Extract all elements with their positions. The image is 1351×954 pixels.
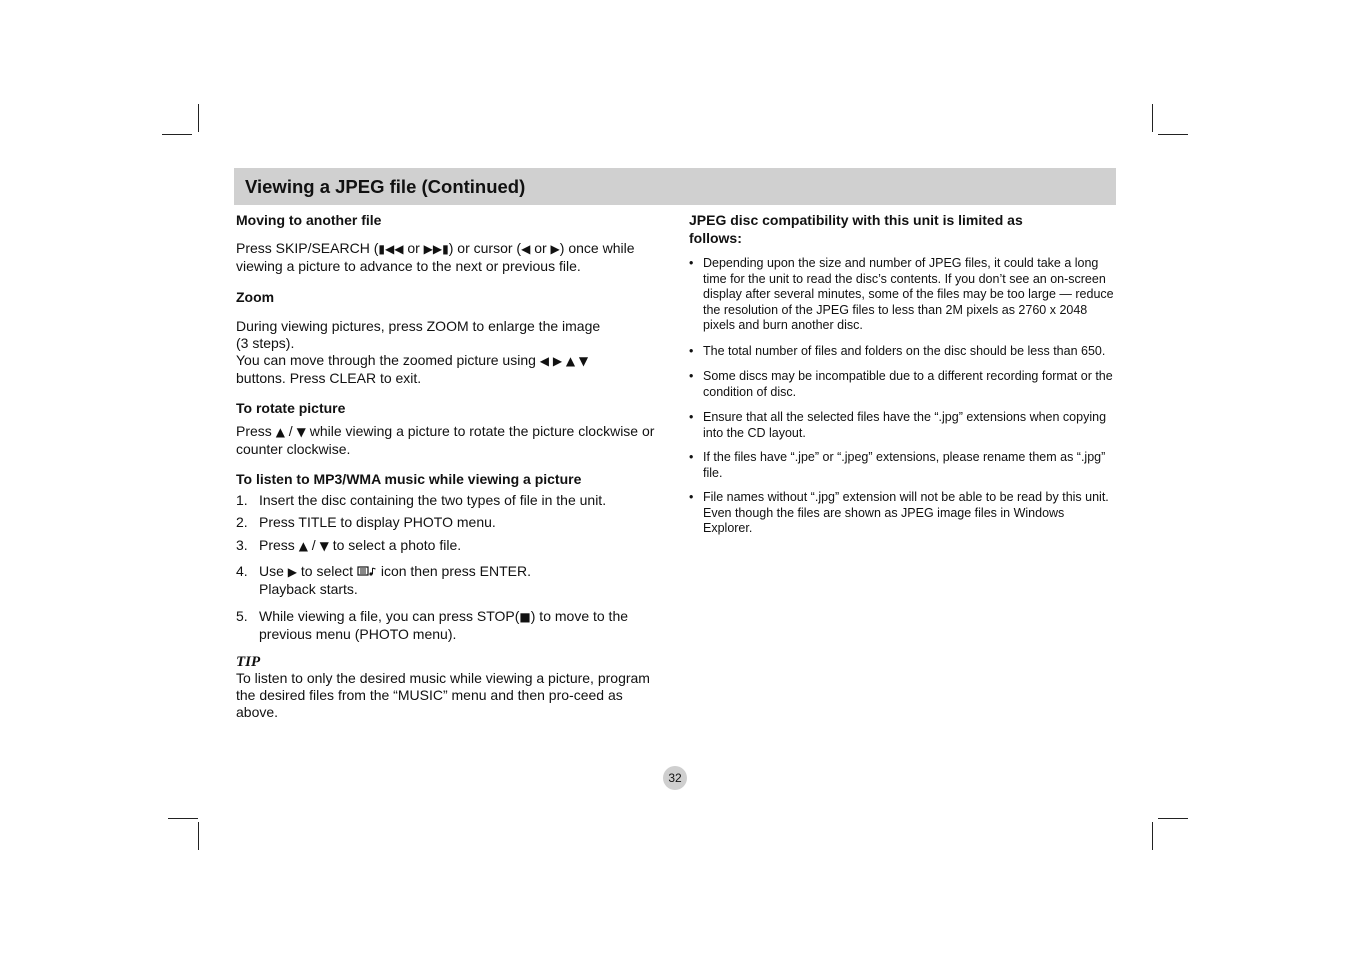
- crop-mark: [1152, 822, 1153, 850]
- bullet-icon: •: [689, 369, 694, 383]
- crop-mark: [1152, 104, 1153, 132]
- crop-mark: [168, 818, 198, 819]
- step-text: [259, 537, 666, 555]
- step-number: 1.: [236, 492, 248, 508]
- page-title: Viewing a JPEG file (Continued): [245, 176, 526, 197]
- text-fragment: Playback starts.: [259, 581, 358, 597]
- text-fragment: /: [307, 537, 320, 553]
- section-header: [234, 168, 1116, 205]
- text-fragment: ) to move to the previous menu (PHOTO menu).: [259, 608, 629, 642]
- down-arrow-icon: ▼: [319, 539, 329, 553]
- text-fragment: while viewing a picture to rotate the picture clockwise or counter clockwise.: [236, 423, 655, 457]
- step-text: [259, 608, 666, 643]
- text-fragment: icon then press ENTER.: [376, 563, 532, 579]
- music-heading: To listen to MP3/WMA music while viewing a picture: [236, 471, 582, 487]
- moving-text: [236, 240, 666, 275]
- rotate-text: [236, 423, 666, 458]
- step-item: [236, 514, 666, 531]
- right-column: [689, 211, 1114, 537]
- text-fragment: to select a photo file.: [328, 537, 462, 553]
- skip-back-icon: ▮◀◀: [378, 242, 404, 256]
- list-item: [689, 344, 1114, 360]
- zoom-line: During viewing pictures, press ZOOM to enlarge the image: [236, 318, 601, 334]
- bullet-icon: •: [689, 490, 694, 504]
- bullet-icon: •: [689, 343, 694, 358]
- stop-icon: ■: [519, 610, 531, 624]
- text-fragment: to select: [297, 563, 357, 579]
- step-number: 5.: [236, 608, 248, 624]
- zoom-line: [236, 352, 666, 370]
- step-item: [236, 537, 666, 555]
- up-arrow-icon: ▲: [298, 539, 308, 553]
- compatibility-heading: JPEG disc compatibility with this unit is limited as follows:: [689, 212, 1023, 246]
- text-fragment: ) once while viewing a picture to advance to the next or previous file.: [236, 240, 635, 274]
- step-item: [236, 563, 666, 598]
- skip-forward-icon: ▶▶▮: [423, 242, 449, 256]
- list-item: [689, 369, 1114, 400]
- tip-label: TIP: [236, 654, 261, 670]
- crop-mark: [198, 822, 199, 850]
- step-item: [236, 492, 666, 509]
- up-arrow-icon: ▲: [275, 425, 285, 439]
- step-number: 3.: [236, 537, 248, 553]
- text-fragment: ) or cursor (: [448, 240, 522, 256]
- list-item: [689, 490, 1114, 537]
- step-text: Press TITLE to display PHOTO menu.: [259, 514, 496, 530]
- text-fragment: or: [403, 240, 424, 256]
- zoom-line: (3 steps).: [236, 335, 295, 351]
- list-item-text: The total number of files and folders on the disc should be less than 650.: [703, 343, 1106, 358]
- list-item-text: Depending upon the size and number of JPEG files, it could take a long time for the unit to read the disc’s contents. If you don’t see an on-screen display after several minutes, some of the files may be too large — reduce the resolution of the JPEG files to less than 2M pixels as 2760 x 2048 pixels and burn another disc.: [703, 256, 1114, 332]
- bullet-icon: •: [689, 256, 694, 270]
- crop-mark: [1158, 818, 1188, 819]
- text-fragment: Press: [259, 537, 299, 553]
- step-text: [259, 563, 666, 598]
- photo-music-icon: [357, 564, 377, 581]
- text-fragment: You can move through the zoomed picture using: [236, 352, 540, 368]
- bullet-icon: •: [689, 450, 694, 464]
- crop-mark: [198, 104, 199, 132]
- list-item-text: If the files have “.jpe” or “.jpeg” extensions, please rename them as “.jpg” file.: [703, 450, 1106, 480]
- left-arrow-icon: ◀: [521, 242, 531, 256]
- step-item: [236, 608, 666, 643]
- step-number: 4.: [236, 563, 248, 579]
- down-arrow-icon: ▼: [296, 425, 306, 439]
- compatibility-list: [689, 256, 1114, 537]
- direction-arrows-icon: ◀ ▶ ▲ ▼: [539, 354, 589, 368]
- list-item-text: Ensure that all the selected files have the “.jpg” extensions when copying into the CD layout.: [703, 410, 1107, 440]
- text-fragment: or: [530, 240, 551, 256]
- page-number: 32: [663, 766, 687, 790]
- text-fragment: Use: [259, 563, 288, 579]
- list-item: [689, 256, 1114, 334]
- rotate-heading: To rotate picture: [236, 400, 346, 416]
- crop-mark: [1158, 134, 1188, 135]
- left-column: [236, 211, 666, 721]
- step-number: 2.: [236, 514, 248, 530]
- text-fragment: While viewing a file, you can press STOP(: [259, 608, 520, 624]
- text-fragment: /: [284, 423, 297, 439]
- list-item: [689, 450, 1114, 481]
- zoom-heading: Zoom: [236, 289, 275, 305]
- text-fragment: Press SKIP/SEARCH (: [236, 240, 379, 256]
- bullet-icon: •: [689, 410, 694, 424]
- zoom-line: buttons. Press CLEAR to exit.: [236, 370, 422, 386]
- crop-mark: [162, 134, 192, 135]
- list-item-text: File names without “.jpg” extension will not be able to be read by this unit. Even though the files are shown as JPEG image files in Windows Explorer.: [703, 490, 1109, 535]
- list-item: [689, 410, 1114, 441]
- right-arrow-icon: ▶: [287, 565, 298, 579]
- right-arrow-icon: ▶: [550, 242, 560, 256]
- tip-text: To listen to only the desired music while viewing a picture, program the desired files from the “MUSIC” menu and then pro-ceed as above.: [236, 670, 650, 720]
- step-text: Insert the disc containing the two types of file in the unit.: [259, 492, 607, 508]
- moving-heading: Moving to another file: [236, 212, 382, 228]
- text-fragment: Press: [236, 423, 276, 439]
- list-item-text: Some discs may be incompatible due to a different recording format or the condition of disc.: [703, 369, 1113, 399]
